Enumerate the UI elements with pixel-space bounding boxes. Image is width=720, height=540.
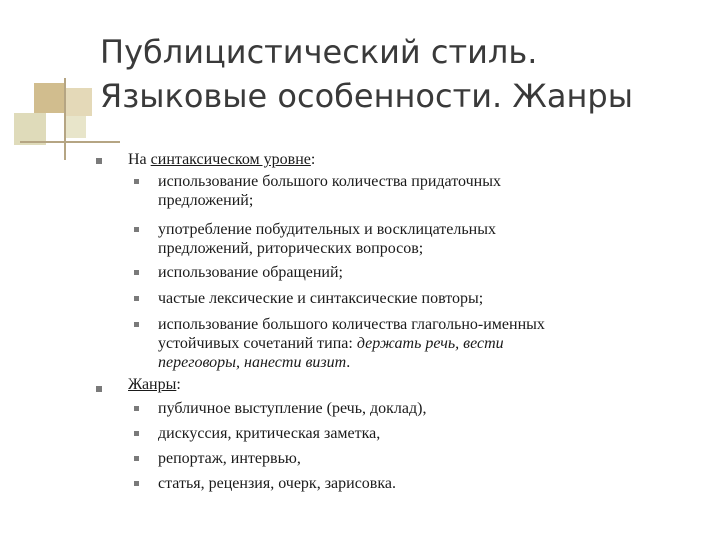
list-item: употребление побудительных и восклицательных [158, 221, 496, 238]
list-item: статья, рецензия, очерк, зарисовка. [158, 475, 396, 492]
bullet-icon [134, 431, 139, 436]
list-item-continuation [158, 353, 350, 373]
decor-square [34, 83, 64, 113]
title-line-2: Языковые особенности. Жанры [100, 77, 633, 115]
bullet-icon [96, 158, 102, 164]
slide-title [100, 30, 700, 118]
heading-suffix: : [176, 376, 181, 393]
list-item: репортаж, интервью, [158, 450, 301, 467]
list-item: дискуссия, критическая заметка, [158, 425, 381, 442]
bullet-icon [134, 481, 139, 486]
section-heading-genres [128, 375, 181, 395]
text-normal: . [346, 354, 351, 371]
list-item: использование большого количества придаточных [158, 173, 501, 190]
decor-vertical-line [64, 78, 66, 160]
text-normal: устойчивых сочетаний типа: [158, 335, 357, 352]
heading-prefix: На [128, 151, 151, 168]
bullet-icon [134, 456, 139, 461]
bullet-icon [134, 179, 139, 184]
list-item: частые лексические и синтаксические повторы; [158, 290, 484, 307]
list-item-continuation: предложений, риторических вопросов; [158, 240, 424, 257]
decor-square [64, 88, 92, 116]
list-item: использование большого количества глагольно-именных [158, 316, 545, 333]
list-item-continuation: предложений; [158, 192, 254, 209]
bullet-icon [134, 406, 139, 411]
heading-underlined: Жанры [128, 376, 177, 393]
heading-underlined: синтаксическом уровне [150, 151, 311, 168]
bullet-icon [134, 296, 139, 301]
decor-horizontal-line [20, 141, 120, 143]
text-italic: держать речь, вести [356, 335, 504, 352]
bullet-icon [96, 386, 102, 392]
title-line-1: Публицистический стиль. [100, 33, 538, 71]
list-item: публичное выступление (речь, доклад), [158, 400, 427, 417]
text-italic: переговоры, нанести визит [158, 354, 347, 371]
heading-suffix: : [310, 151, 316, 168]
section-heading-syntax [128, 150, 315, 170]
list-item: использование обращений; [158, 264, 343, 281]
list-item-continuation [158, 334, 504, 354]
bullet-icon [134, 227, 139, 232]
bullet-icon [134, 270, 139, 275]
bullet-icon [134, 322, 139, 327]
decor-square [64, 116, 86, 138]
